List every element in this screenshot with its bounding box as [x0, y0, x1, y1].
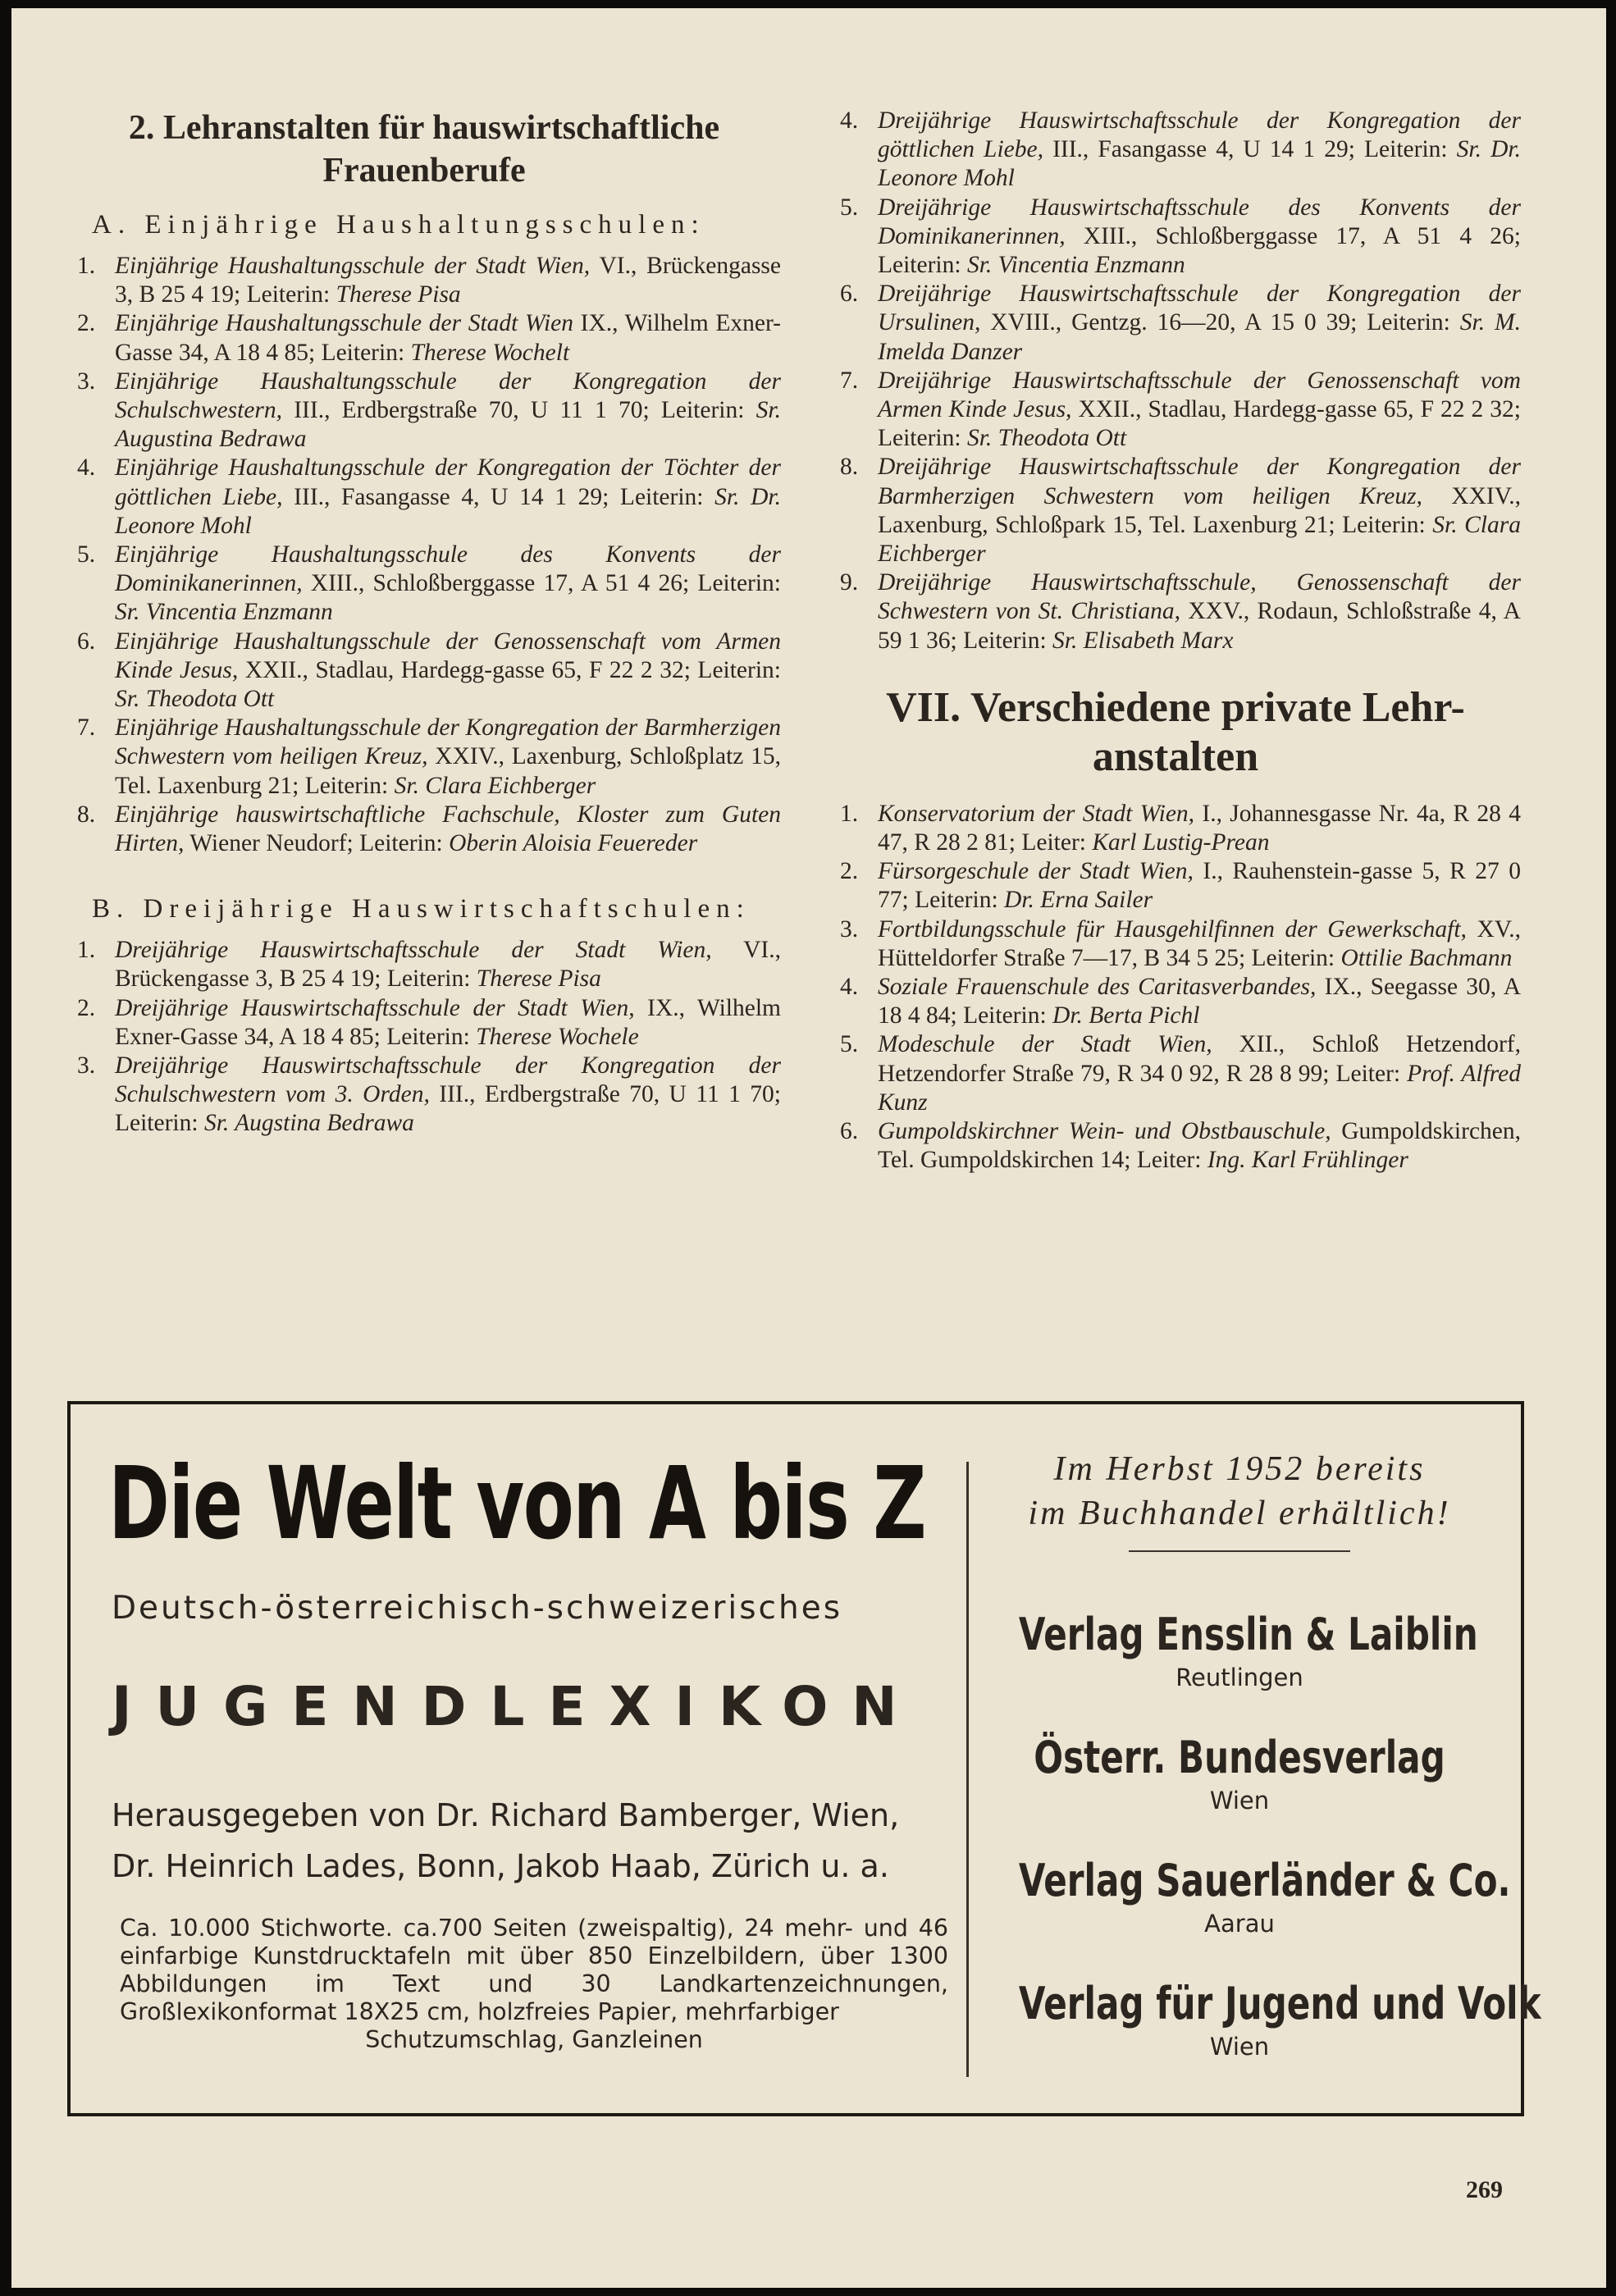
- ad-availability-line-1: Im Herbst 1952 bereits: [1053, 1450, 1426, 1488]
- entry-name: Konservatorium der Stadt Wien,: [878, 800, 1195, 827]
- list-item: [67, 628, 781, 714]
- entry-number: 5.: [77, 541, 96, 568]
- entry-name: Einjährige hauswirtschaftliche Fachschule, Kloster zum Guten Hirten,: [115, 801, 781, 857]
- entry-number: 5.: [840, 1031, 859, 1058]
- entry-name: Einjährige Haushaltungsschule der Genossenschaft vom Armen Kinde Jesus,: [115, 628, 781, 683]
- ad-title: Die Welt von A bis Z: [108, 1445, 926, 1562]
- entry-number: 5.: [840, 194, 859, 221]
- list-item: [67, 541, 781, 628]
- list-item: [830, 107, 1521, 194]
- entry-details: XXII., Stadlau, Hardegg-gasse 65, F 22 2 32; Leiterin:: [878, 396, 1521, 452]
- entry-head: Sr. Theodota Ott: [966, 425, 1127, 452]
- entry-name: Dreijährige Hauswirtschaftsschule der Kongregation der Ursulinen,: [878, 281, 1521, 336]
- entry-number: 6.: [77, 628, 96, 655]
- left-column: [67, 107, 781, 1139]
- entry-name: Einjährige Haushaltungsschule der Stadt Wien: [115, 310, 573, 337]
- entry-details: Gumpoldskirchen, Tel. Gumpoldskirchen 14; Leiter:: [878, 1118, 1522, 1174]
- list-dreijaehrige: [67, 936, 781, 1138]
- entry-details: XXIV., Laxenburg, Schloßplatz 15, Tel. Laxenburg 21; Leiterin:: [115, 743, 781, 799]
- entry-head: Sr. Dr. Leonore Mohl: [878, 136, 1521, 192]
- entry-number: 8.: [840, 454, 859, 481]
- entry-name: Einjährige Haushaltungsschule des Konvents der Dominikanerinnen,: [115, 541, 781, 597]
- book-page: [11, 8, 1606, 2288]
- entry-details: IX., Wilhelm Exner-Gasse 34, A 18 4 85; Leiterin:: [115, 310, 781, 366]
- ad-editors-line-2: Dr. Heinrich Lades, Bonn, Jakob Haab, Zürich u. a.: [112, 1848, 889, 1884]
- entry-head: Sr. Clara Eichberger: [878, 511, 1521, 568]
- list-item: [830, 568, 1521, 655]
- entry-details: XIII., Schloßberggasse 17, A 51 4 26; Leiterin:: [878, 222, 1521, 279]
- entry-head: Dr. Berta Pichl: [1052, 1002, 1200, 1029]
- entry-details: IX., Wilhelm Exner-Gasse 34, A 18 4 85; Leiterin:: [115, 994, 781, 1050]
- entry-number: 2.: [77, 994, 96, 1021]
- list-item: [830, 915, 1521, 973]
- ad-subtitle: Deutsch-österreichisch-schweizerisches: [112, 1590, 843, 1627]
- publisher-city: Wien: [1209, 2033, 1270, 2061]
- entry-head: Therese Wochelt: [410, 339, 570, 366]
- entry-number: 7.: [840, 367, 859, 394]
- entry-number: 9.: [840, 569, 859, 596]
- ad-rule: [1129, 1550, 1350, 1552]
- list-item: [67, 252, 781, 309]
- entry-number: 6.: [840, 1118, 859, 1145]
- list-item: [830, 973, 1521, 1030]
- entry-details: XXII., Stadlau, Hardegg-gasse 65, F 22 2 32; Leiterin:: [238, 656, 781, 683]
- list-item: [830, 1030, 1521, 1117]
- entry-number: 3.: [77, 367, 96, 395]
- entry-details: III., Erdbergstraße 70, U 11 1 70; Leiterin:: [282, 397, 756, 424]
- entry-head: Therese Pisa: [476, 965, 601, 993]
- list-item: [830, 194, 1521, 281]
- entry-head: Sr. Theodota Ott: [115, 686, 275, 713]
- publisher-city: Wien: [1209, 1787, 1270, 1814]
- entry-number: 4.: [840, 974, 859, 1001]
- list-item: [830, 280, 1521, 367]
- entry-head: Oberin Aloisia Feuereder: [449, 830, 698, 857]
- entry-name: Dreijährige Hauswirtschaftsschule der Stadt Wien,: [115, 937, 712, 964]
- entry-details: Wiener Neudorf; Leiterin:: [184, 830, 450, 857]
- entry-number: 2.: [840, 858, 859, 885]
- entry-details: III., Fasangasse 4, U 14 1 29; Leiterin:: [1043, 136, 1457, 163]
- entry-head: Sr. Augustina Bedrawa: [115, 397, 781, 453]
- list-item: [67, 309, 781, 367]
- entry-details: VI., Brückengasse 3, B 25 4 19; Leiterin:: [115, 937, 781, 993]
- publisher-name: Verlag Sauerländer & Co.: [1018, 1855, 1511, 1906]
- entry-name: Einjährige Haushaltungsschule der Kongregation der Schulschwestern,: [115, 367, 781, 424]
- entry-number: 4.: [840, 107, 859, 134]
- entry-details: XIII., Schloßberggasse 17, A 51 4 26; Leiterin:: [302, 570, 781, 597]
- entry-number: 3.: [840, 915, 859, 943]
- entry-head: Sr. Elisabeth Marx: [1052, 627, 1234, 654]
- ad-description-last: Schutzumschlag, Ganzleinen: [365, 2026, 703, 2053]
- entry-details: III., Fasangasse 4, U 14 1 29; Leiterin:: [282, 483, 715, 510]
- entry-name: Dreijährige Hauswirtschaftsschule der Kongregation der Barmherzigen Schwestern vom heiligen Kreuz,: [878, 454, 1521, 509]
- entry-head: Sr. M. Imelda Danzer: [878, 309, 1521, 365]
- list-dreijaehrige-continued: [830, 107, 1521, 655]
- entry-name: Einjährige Haushaltungsschule der Kongregation der Töchter der göttlichen Liebe,: [115, 454, 781, 510]
- page-number: 269: [1466, 2176, 1503, 2203]
- entry-name: Fürsorgeschule der Stadt Wien,: [878, 858, 1194, 885]
- section-title-lehranstalten: 2. Lehranstalten für hauswirtschaftliche Frauenberufe: [128, 109, 720, 189]
- publisher-name: Verlag für Jugend und Volk: [1018, 1978, 1541, 2029]
- publisher-city: Aarau: [1204, 1910, 1275, 1938]
- entry-head: Sr. Vincentia Enzmann: [966, 252, 1185, 279]
- entry-head: Prof. Alfred Kunz: [878, 1060, 1521, 1116]
- ad-editors-line-1: Herausgegeben von Dr. Richard Bamberger, Wien,: [112, 1797, 900, 1833]
- list-item: [67, 801, 781, 858]
- subheading-einjaehrige: A. Einjährige Haushaltungsschulen:: [92, 210, 705, 240]
- section-title-private-lehranstalten: VII. Verschiedene private Lehr-anstalten: [886, 683, 1465, 780]
- entry-details: XII., Schloß Hetzendorf, Hetzendorfer Straße 79, R 34 0 92, R 28 8 99; Leiter:: [878, 1031, 1521, 1087]
- publisher-ensslin: [956, 1609, 1522, 1691]
- entry-details: VI., Brückengasse 3, B 25 4 19; Leiterin:: [115, 253, 781, 308]
- entry-details: XV., Hütteldorfer Straße 7—17, B 34 5 25; Leiterin:: [878, 915, 1521, 971]
- entry-name: Dreijährige Hauswirtschaftsschule der Genossenschaft vom Armen Kinde Jesus,: [878, 367, 1521, 423]
- list-item: [67, 454, 781, 541]
- right-column: [830, 107, 1521, 1175]
- list-item: [67, 936, 781, 993]
- list-einjaehrige: [67, 252, 781, 858]
- publisher-name: Österr. Bundesverlag: [1034, 1732, 1445, 1783]
- ad-description-body: Ca. 10.000 Stichworte. ca.700 Seiten (zweispaltig), 24 mehr- und 46 einfarbige Kunstdrucktafeln mit über 850 Einzelbildern, über 1300 Abbildungen im Text und 30 Landkartenzeichnungen, Großlexikonformat 18X25 cm, holzfreies Papier, mehrfarbiger: [120, 1915, 948, 2025]
- list-item: [830, 1117, 1521, 1175]
- entry-number: 6.: [840, 281, 859, 308]
- list-item: [67, 714, 781, 801]
- list-item: [67, 1052, 781, 1139]
- entry-head: Dr. Erna Sailer: [1004, 887, 1153, 914]
- entry-name: Dreijährige Hauswirtschaftsschule der Kongregation der göttlichen Liebe,: [878, 107, 1521, 163]
- entry-name: Dreijährige Hauswirtschaftsschule der Stadt Wien,: [115, 994, 635, 1021]
- list-item: [830, 857, 1521, 915]
- entry-head: Therese Wochele: [476, 1023, 639, 1050]
- entry-details: XVIII., Gentzg. 16—20, A 15 0 39; Leiterin:: [980, 309, 1460, 336]
- list-item: [830, 800, 1521, 857]
- publisher-sauerlaender: [956, 1856, 1522, 1938]
- ad-availability: [956, 1447, 1522, 1536]
- ad-description: [120, 1915, 948, 2054]
- subheading-dreijaehrige: B. Dreijährige Hauswirtschaftschulen:: [92, 894, 751, 924]
- entry-name: Modeschule der Stadt Wien,: [878, 1031, 1212, 1058]
- list-item: [830, 367, 1521, 454]
- entry-head: Ing. Karl Frühlinger: [1207, 1147, 1408, 1174]
- entry-head: Sr. Vincentia Enzmann: [115, 599, 333, 626]
- entry-details: I., Rauhenstein-gasse 5, R 27 0 77; Leiterin:: [878, 858, 1521, 914]
- list-item: [67, 994, 781, 1052]
- entry-head: Sr. Clara Eichberger: [394, 772, 596, 799]
- publisher-name: Verlag Ensslin & Laiblin: [1018, 1609, 1478, 1660]
- entry-name: Einjährige Haushaltungsschule der Kongregation der Barmherzigen Schwestern vom heiligen Kreuz,: [115, 714, 781, 770]
- list-private-lehranstalten: [830, 800, 1521, 1175]
- publisher-jugend-und-volk: [956, 1978, 1541, 2061]
- entry-number: 2.: [77, 310, 96, 337]
- entry-details: III., Erdbergstraße 70, U 11 1 70; Leiterin:: [115, 1081, 781, 1137]
- entry-head: Sr. Dr. Leonore Mohl: [115, 483, 782, 539]
- advertisement-box: [67, 1401, 1541, 2116]
- ad-lexikon-title: JUGENDLEXIKON: [112, 1675, 921, 1738]
- entry-details: I., Johannesgasse Nr. 4a, R 28 4 47, R 28 2 81; Leiter:: [878, 800, 1521, 856]
- entry-number: 1.: [77, 253, 96, 279]
- entry-head: Karl Lustig-Prean: [1092, 829, 1270, 856]
- entry-head: Ottilie Bachmann: [1340, 944, 1513, 971]
- entry-details: IX., Seegasse 30, A 18 4 84; Leiterin:: [878, 974, 1521, 1029]
- entry-number: 3.: [77, 1052, 96, 1080]
- entry-number: 1.: [77, 937, 96, 964]
- publisher-city: Reutlingen: [1175, 1664, 1303, 1691]
- entry-number: 1.: [840, 800, 859, 827]
- entry-name: Fortbildungsschule für Hausgehilfinnen der Gewerkschaft,: [878, 915, 1467, 943]
- entry-number: 4.: [77, 454, 96, 482]
- entry-name: Gumpoldskirchner Wein- und Obstbauschule,: [878, 1118, 1331, 1145]
- ad-availability-line-2: im Buchhandel erhältlich!: [1028, 1495, 1451, 1532]
- entry-details: XXIV., Laxenburg, Schloßpark 15, Tel. Laxenburg 21; Leiterin:: [878, 482, 1521, 538]
- entry-name: Dreijährige Hauswirtschaftsschule der Kongregation der Schulschwestern vom 3. Orden,: [115, 1052, 781, 1108]
- entry-details: XXV., Rodaun, Schloßstraße 4, A 59 1 36; Leiterin:: [878, 598, 1521, 654]
- entry-head: Therese Pisa: [336, 281, 461, 308]
- list-item: [67, 367, 781, 454]
- entry-number: 7.: [77, 714, 96, 742]
- entry-name: Dreijährige Hauswirtschaftsschule des Konvents der Dominikanerinnen,: [878, 194, 1521, 249]
- list-item: [830, 453, 1521, 568]
- entry-number: 8.: [77, 801, 96, 828]
- entry-head: Sr. Augstina Bedrawa: [203, 1110, 414, 1137]
- entry-name: Dreijährige Hauswirtschaftsschule, Genossenschaft der Schwestern von St. Christiana,: [878, 569, 1521, 625]
- entry-name: Soziale Frauenschule des Caritasverbandes,: [878, 974, 1317, 1001]
- entry-name: Einjährige Haushaltungsschule der Stadt Wien,: [115, 253, 591, 279]
- ad-editors: [112, 1790, 965, 1892]
- publisher-bundesverlag: [956, 1732, 1522, 1814]
